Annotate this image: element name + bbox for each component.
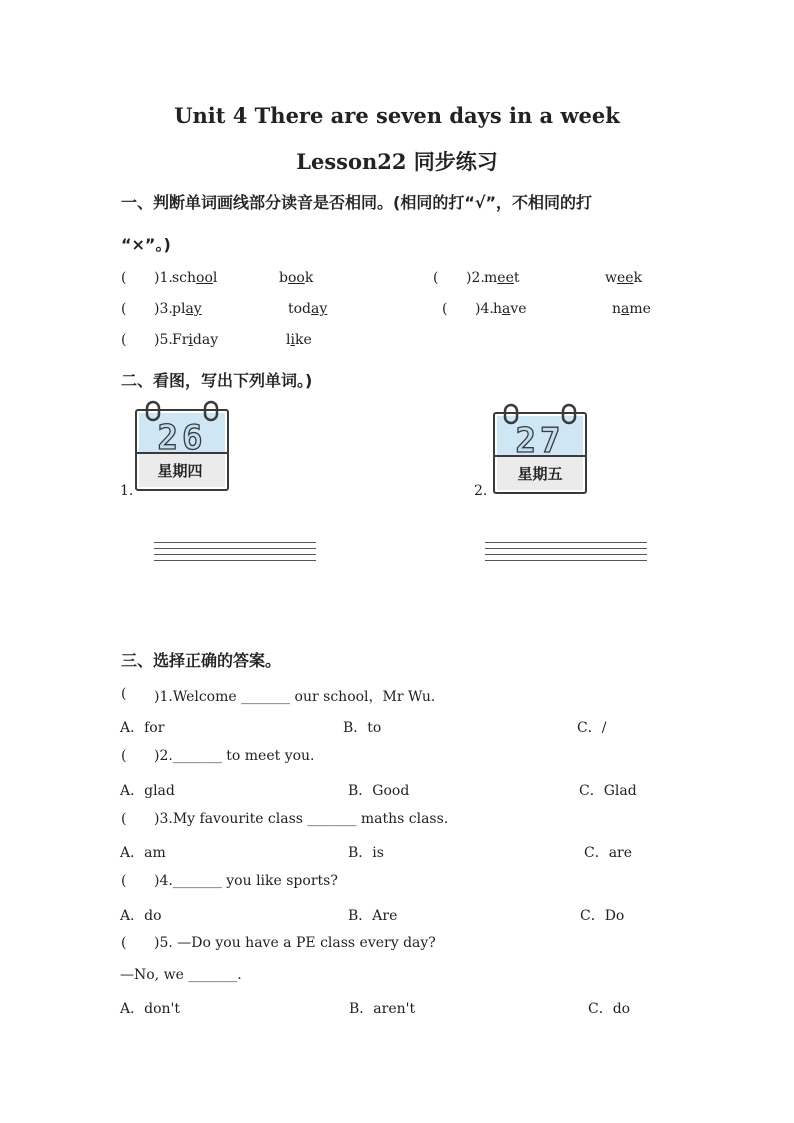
section1-heading: 一、判断单词画线部分读音是否相同。(相同的打“√”，不相同的打 [121,193,593,212]
underlined-letters: i [188,332,193,348]
word-part: b [279,270,288,286]
word-part: pl [172,301,186,317]
question-number: )1. [154,270,173,286]
underlined-letters: ay [185,301,202,317]
word-part: me [629,301,651,317]
option-c[interactable]: C．are [584,845,633,861]
word-part: k [633,270,643,286]
word-part: ke [294,332,312,348]
section3-heading: 三、选择正确的答案。 [121,651,282,670]
picture-label-1: 1. [120,483,134,499]
question-number: )2. [466,270,485,286]
writing-lines-1[interactable] [154,542,316,566]
underlined-letters: ee [497,270,514,286]
question-number: )3. [154,301,173,317]
option-a[interactable]: A．don't [120,1001,180,1017]
underlined-letters: a [502,301,511,317]
word-part: day [192,332,219,348]
page-title: Unit 4 There are seven days in a week [174,103,620,128]
word-1 [172,301,202,317]
section1-heading-cont: “×”。) [121,235,171,254]
option-b[interactable]: B．to [343,720,382,736]
underlined-letters: ay [311,301,328,317]
answer-blank[interactable]: ( [121,332,127,348]
option-b[interactable]: B．Good [348,783,410,799]
option-a[interactable]: A．glad [120,783,175,799]
calendar-day-name-2: 星期五 [517,465,563,483]
underlined-letters: i [290,332,295,348]
underlined-letters: oo [196,270,213,286]
word-part: h [493,301,503,317]
word-part: t [513,270,520,286]
question-number: )5. [154,332,173,348]
word-part: m [484,270,498,286]
answer-blank[interactable]: ( [121,270,127,286]
calendar-thursday-icon [132,399,232,493]
word-1 [172,332,218,348]
calendar-friday-icon [490,402,590,496]
word-1 [172,270,217,286]
question-number: )4. [475,301,494,317]
option-c[interactable]: C．Glad [579,783,637,799]
word-part: l [212,270,218,286]
section2-heading: 二、看图，写出下列单词。) [121,371,313,390]
question-stem: )3.My favourite class _______ maths class. [154,811,449,827]
option-a[interactable]: A．do [120,908,162,924]
answer-blank[interactable]: ( [121,811,127,827]
word-part: tod [288,301,312,317]
question-stem-reply: —No, we _______. [120,967,242,983]
underlined-letters: ee [616,270,634,286]
word-part: ve [510,301,527,317]
word-part: w [605,270,617,286]
calendar-day-name-1: 星期四 [157,462,203,480]
answer-blank[interactable]: ( [121,301,127,317]
option-a[interactable]: A．am [120,845,166,861]
question-stem: )2._______ to meet you. [154,748,315,764]
option-c[interactable]: C．Do [580,908,625,924]
option-c[interactable]: C．/ [577,720,607,736]
option-b[interactable]: B．is [348,845,384,861]
word-part: sch [172,270,197,286]
word-1 [493,301,527,317]
answer-blank[interactable]: ( [121,748,127,764]
word-part: n [612,301,622,317]
word-2 [286,332,312,348]
option-b[interactable]: B．aren't [349,1001,416,1017]
word-2 [605,270,642,286]
answer-blank[interactable]: ( [442,301,448,317]
picture-label-2: 2. [474,483,488,499]
word-1 [484,270,520,286]
page-subtitle: Lesson22 同步练习 [296,149,498,174]
answer-blank[interactable]: ( [433,270,439,286]
underlined-letters: a [621,301,630,317]
answer-blank[interactable]: ( [121,935,127,951]
word-part: l [286,332,291,348]
option-c[interactable]: C．do [588,1001,631,1017]
question-stem: )5. —Do you have a PE class every day? [154,935,436,951]
word-2 [288,301,327,317]
word-2 [279,270,313,286]
option-b[interactable]: B．Are [348,908,398,924]
word-part: k [304,270,314,286]
question-stem: )1.Welcome _______ our school，Mr Wu. [154,689,436,705]
word-part: Fr [172,332,189,348]
option-a[interactable]: A．for [120,720,165,736]
calendar-day-number-1: 26 [157,418,207,458]
question-stem: )4._______ you like sports? [154,873,338,889]
writing-lines-2[interactable] [485,542,647,566]
calendar-day-number-2: 27 [515,421,565,461]
underlined-letters: oo [287,270,305,286]
answer-blank[interactable]: ( [121,873,127,889]
word-2 [612,301,651,317]
answer-blank[interactable]: ( [121,686,127,702]
